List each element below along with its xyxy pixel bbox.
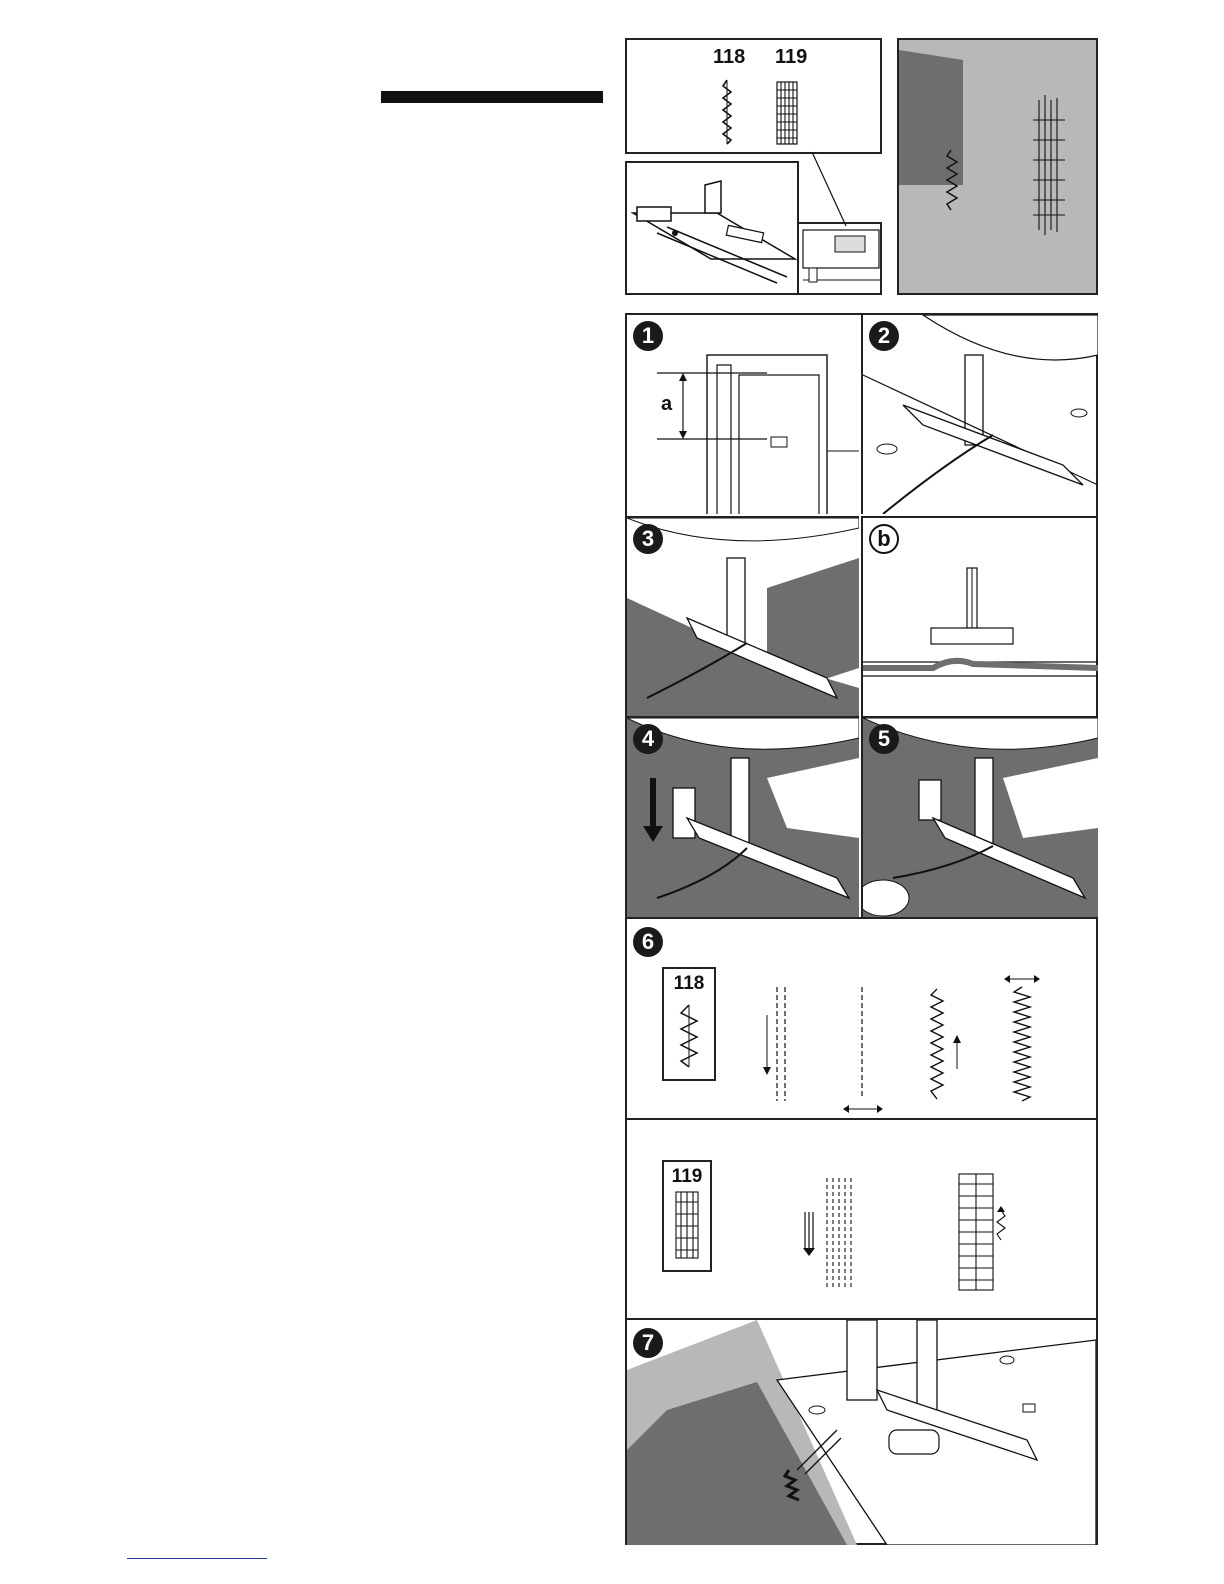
stitch-119-sequence — [627, 1120, 1096, 1318]
step-5-marker: 5 — [869, 724, 899, 754]
sewing-machine-thumbnail — [797, 222, 882, 295]
dimension-label-a: a — [661, 393, 673, 415]
step-3-marker: 3 — [633, 524, 663, 554]
step-7-panel — [627, 1318, 1096, 1545]
step-1-marker: 1 — [633, 321, 663, 351]
step-5-illustration — [863, 718, 1098, 917]
callout-connector — [810, 150, 870, 230]
sewn-buttonhole-result — [897, 38, 1098, 295]
step-6-panel — [627, 917, 1096, 1118]
sewing-machine-icon — [799, 224, 882, 295]
step-7-marker: 7 — [633, 1328, 663, 1358]
step-3-panel — [627, 516, 859, 716]
step-1-panel — [627, 315, 859, 514]
step-b-marker: b — [869, 524, 899, 554]
step-3-illustration — [627, 518, 859, 716]
step-5-panel — [861, 716, 1098, 917]
fabric-result-illustration — [899, 40, 1098, 295]
step-6b-panel — [627, 1118, 1096, 1318]
buttonhole-foot-illustration — [625, 161, 799, 295]
footer-link-underline[interactable] — [127, 1558, 267, 1559]
foot-slider-diagram — [627, 315, 859, 514]
step-4-marker: 4 — [633, 724, 663, 754]
buttonhole-foot-overview-panel — [625, 38, 882, 154]
step-4-panel — [627, 716, 859, 917]
stitch-preview-icons — [627, 40, 882, 154]
stitch-code-118: 118 — [713, 46, 746, 68]
step-b-panel — [861, 516, 1098, 716]
stitch-119-code: 119 — [671, 1166, 703, 1187]
needle-fabric-cross-section — [863, 518, 1098, 716]
section-header-rule — [381, 91, 603, 103]
step-2-panel — [861, 315, 1098, 514]
step-4-illustration — [627, 718, 859, 917]
step-2-illustration — [863, 315, 1098, 514]
stitch-code-119: 119 — [775, 46, 808, 68]
step-7-illustration — [627, 1320, 1096, 1545]
stitch-118-sequence — [627, 919, 1096, 1118]
step-6-marker: 6 — [633, 927, 663, 957]
stitch-118-code: 118 — [673, 973, 705, 994]
step-2-marker: 2 — [869, 321, 899, 351]
buttonhole-foot-icon — [627, 163, 799, 295]
